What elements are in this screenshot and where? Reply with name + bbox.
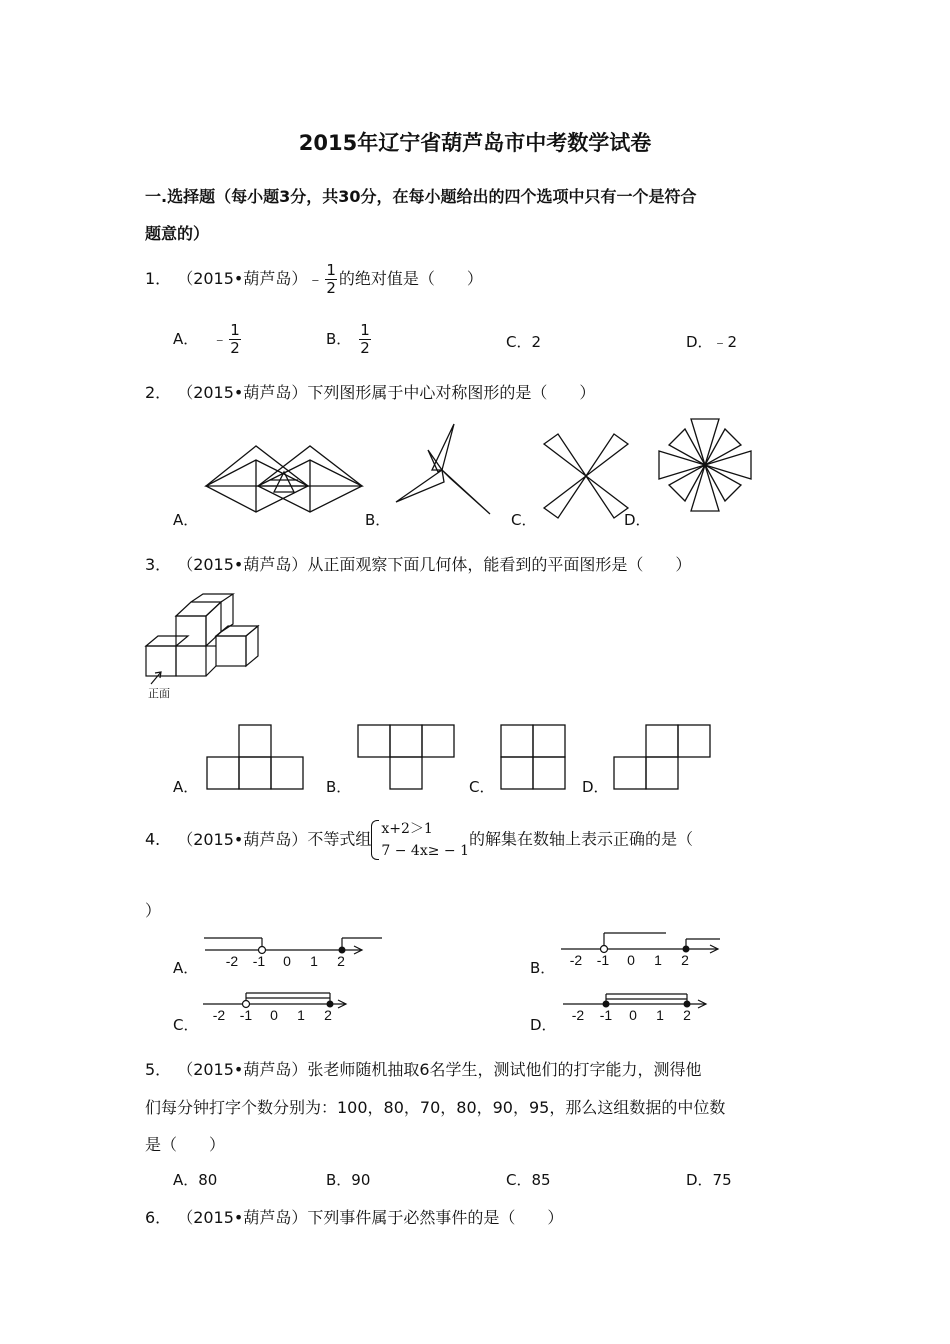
q6-text: 下列事件属于必然事件的是（ ）	[307, 1208, 564, 1227]
q2-text: 下列图形属于中心对称图形的是（ ）	[307, 383, 596, 402]
q3-text: 从正面观察下面几何体，能看到的平面图形是（ ）	[307, 555, 692, 574]
question-1	[145, 262, 483, 297]
q3-view-c	[498, 722, 570, 792]
q2-figure-d	[655, 415, 755, 515]
q1-option-c[interactable]: C．2	[506, 333, 542, 351]
q4-numberline-d	[560, 990, 720, 1026]
question-4	[145, 818, 693, 862]
q1-option-a-fraction	[229, 322, 241, 357]
q3-option-a[interactable]: A．	[173, 778, 199, 796]
q4c-tick-0: 0	[270, 1007, 278, 1023]
question-3	[145, 552, 691, 575]
q5-line3: 是（ ）	[145, 1135, 226, 1154]
q6-number: 6．	[145, 1208, 172, 1227]
q4b-tick-1: 1	[654, 952, 662, 968]
q3-option-b[interactable]: B．	[326, 778, 352, 796]
q6-source: （2015•葫芦岛）	[185, 1208, 308, 1227]
q5-option-c[interactable]: C．85	[506, 1171, 551, 1189]
q5-option-a[interactable]: A．80	[173, 1171, 218, 1189]
q3-view-a	[204, 722, 308, 792]
q3-option-d[interactable]: D．	[582, 778, 609, 796]
page-title: 2015年辽宁省葫芦岛市中考数学试卷	[298, 131, 652, 155]
q2-option-d[interactable]: D．	[624, 511, 651, 529]
q1-option-b-numerator: 1	[360, 321, 370, 339]
q1-number: 1．	[145, 269, 172, 288]
q1-minus: ﹣	[307, 269, 324, 288]
q2-figure-c	[540, 430, 632, 522]
q5-option-d[interactable]: D．75	[686, 1171, 732, 1189]
q2-option-a[interactable]: A．	[173, 511, 199, 529]
q4b-tick-neg1: -1	[596, 952, 610, 968]
q2-source: （2015•葫芦岛）	[185, 383, 308, 402]
q4-numberline-c	[200, 988, 360, 1024]
q4c-tick-1: 1	[297, 1007, 305, 1023]
q2-option-c[interactable]: C．	[511, 511, 537, 529]
q4-source: （2015•葫芦岛）	[185, 829, 308, 849]
q1-option-d[interactable]: D．﹣2	[686, 333, 738, 351]
q4-numberline-a	[200, 934, 390, 970]
q4a-tick-1: 1	[310, 953, 318, 969]
q3-front-label: 正面	[148, 688, 170, 700]
q1-source: （2015•葫芦岛）	[185, 269, 308, 288]
q4d-tick-2: 2	[683, 1007, 691, 1023]
section-heading-line2: 题意的）	[145, 224, 210, 243]
q4-inequality-1: x+2＞1	[381, 821, 433, 837]
q4a-tick-neg2: -2	[225, 953, 239, 969]
q2-figure-a	[200, 440, 370, 515]
q3-view-b	[355, 722, 459, 792]
q4-numberline-b	[558, 930, 728, 970]
q4-option-b[interactable]: B．	[530, 959, 556, 977]
q4-inequality-system	[371, 818, 469, 862]
q1-fraction	[325, 262, 337, 297]
q1-text: 的绝对值是（ ）	[338, 269, 483, 288]
q1-option-b[interactable]	[326, 322, 373, 357]
q1-option-a-label: A．	[173, 330, 199, 348]
q3-option-c[interactable]: C．	[469, 778, 495, 796]
q4a-tick-0: 0	[283, 953, 291, 969]
q4b-tick-0: 0	[627, 952, 635, 968]
q4-tail: ）	[145, 901, 162, 920]
q5-line2: 们每分钟打字个数分别为：100，80，70，80，90，95，那么这组数据的中位数	[145, 1098, 726, 1117]
q1-option-b-fraction	[359, 322, 371, 357]
q4c-tick-2: 2	[324, 1007, 332, 1023]
q4a-tick-neg1: -1	[252, 953, 266, 969]
q2-option-b[interactable]: B．	[365, 511, 391, 529]
q5-number: 5．	[145, 1060, 172, 1079]
question-2	[145, 380, 595, 403]
q4-inequality-2: 7 − 4x≥ − 1	[381, 843, 469, 859]
q2-number: 2．	[145, 383, 172, 402]
q4d-tick-0: 0	[629, 1007, 637, 1023]
q1-option-a-minus: ﹣	[212, 330, 228, 348]
q4d-tick-1: 1	[656, 1007, 664, 1023]
q1-option-b-denominator: 2	[360, 339, 370, 357]
q3-solid-figure	[143, 594, 265, 704]
q5-line1: 张老师随机抽取6名学生，测试他们的打字能力，测得他	[307, 1060, 702, 1079]
q1-frac-denominator: 2	[326, 279, 336, 297]
q4-option-d[interactable]: D．	[530, 1016, 557, 1034]
question-6	[145, 1205, 563, 1228]
question-5	[145, 1057, 702, 1080]
q5-option-b[interactable]: B．90	[326, 1171, 371, 1189]
q4a-tick-2: 2	[337, 953, 345, 969]
q1-option-a-numerator: 1	[230, 321, 240, 339]
q4b-tick-2: 2	[681, 952, 689, 968]
q4d-tick-neg2: -2	[571, 1007, 585, 1023]
q4-number: 4．	[145, 829, 172, 849]
q3-number: 3．	[145, 555, 172, 574]
q1-option-b-label: B．	[326, 330, 352, 348]
q4b-tick-neg2: -2	[569, 952, 583, 968]
q4-option-a[interactable]: A．	[173, 959, 199, 977]
q3-view-d	[611, 722, 715, 792]
q4-option-c[interactable]: C．	[173, 1016, 199, 1034]
q4d-tick-neg1: -1	[599, 1007, 613, 1023]
q1-frac-numerator: 1	[326, 261, 336, 279]
section-heading-line1: 一.选择题（每小题3分，共30分，在每小题给出的四个选项中只有一个是符合	[145, 187, 697, 206]
q4-pre: 不等式组	[307, 829, 372, 849]
q1-option-a-denominator: 2	[230, 339, 240, 357]
q5-source: （2015•葫芦岛）	[185, 1060, 308, 1079]
q3-source: （2015•葫芦岛）	[185, 555, 308, 574]
q2-figure-b	[392, 420, 497, 520]
q1-option-a[interactable]	[173, 322, 243, 357]
q4c-tick-neg1: -1	[239, 1007, 253, 1023]
q4-text: 的解集在数轴上表示正确的是（	[468, 829, 693, 849]
q4c-tick-neg2: -2	[212, 1007, 226, 1023]
